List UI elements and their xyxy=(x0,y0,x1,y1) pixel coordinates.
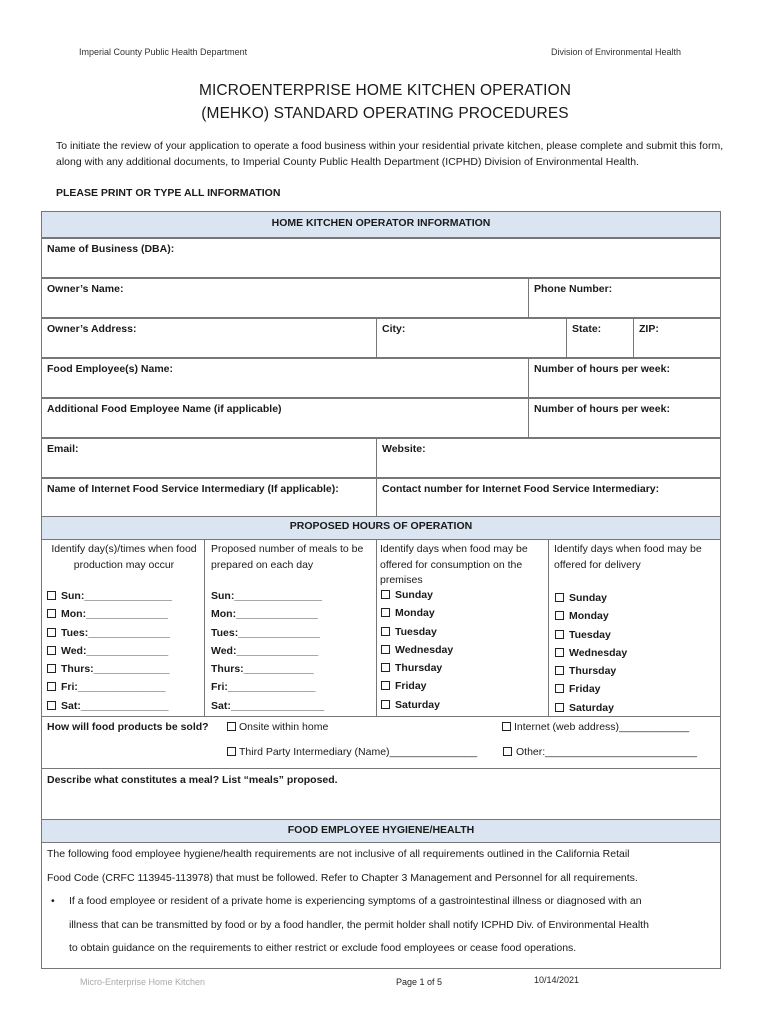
checkbox[interactable] xyxy=(555,611,564,620)
hygiene-heading: FOOD EMPLOYEE HYGIENE/HEALTH xyxy=(41,819,721,843)
checkbox[interactable] xyxy=(502,722,511,731)
col4-list xyxy=(555,589,627,717)
checkbox[interactable] xyxy=(47,682,56,691)
list-item[interactable]: Tuesday xyxy=(555,626,627,644)
col4-header: Identify days when food may be offered for delivery xyxy=(554,543,702,571)
checkbox[interactable] xyxy=(381,608,390,617)
title-line-2: (MEHKO) STANDARD OPERATING PROCEDURES xyxy=(201,105,569,122)
title-line-1: MICROENTERPRISE HOME KITCHEN OPERATION xyxy=(198,82,572,99)
list-item[interactable]: Wednesday xyxy=(555,644,627,662)
hygiene-bullet xyxy=(69,890,721,961)
hours-heading: PROPOSED HOURS OF OPERATION xyxy=(41,516,721,540)
header-left: Imperial County Public Health Department xyxy=(79,47,248,57)
business-name-field[interactable]: Name of Business (DBA): xyxy=(41,238,721,278)
hygiene-line-2: Food Code (CRFC 113945-113978) that must be followed. Refer to Chapter 3 Management and Personnel for all requirements. xyxy=(47,871,638,884)
list-item[interactable]: Monday xyxy=(381,604,453,622)
employee-name-field[interactable]: Food Employee(s) Name: xyxy=(41,358,529,398)
col3-header: Identify days when food may be offered for consumption on the premises xyxy=(380,543,528,586)
checkbox[interactable] xyxy=(555,593,564,602)
additional-employee-field[interactable]: Additional Food Employee Name (if applicable) xyxy=(41,398,529,438)
checkbox[interactable] xyxy=(227,722,236,731)
list-item[interactable]: Saturday xyxy=(381,696,453,714)
hygiene-text xyxy=(47,843,719,890)
col3-list xyxy=(381,586,453,714)
sold-question: How will food products be sold? xyxy=(47,721,209,733)
checkbox[interactable] xyxy=(381,590,390,599)
col1-list xyxy=(47,587,172,715)
checkbox[interactable] xyxy=(227,747,236,756)
checkbox[interactable] xyxy=(555,684,564,693)
list-item[interactable]: Sunday xyxy=(555,589,627,607)
list-item[interactable]: Sat:________________ xyxy=(211,699,325,712)
intro-text: To initiate the review of your application to operate a food business within your residential private kitchen, please complete and submit this form, along with any additional documents, to Imperial County Public Health Department (ICPHD) Division of Environmental Health. xyxy=(56,140,724,168)
checkbox[interactable] xyxy=(47,609,56,618)
list-item[interactable]: Wed:______________ xyxy=(47,642,172,660)
checkbox[interactable] xyxy=(555,630,564,639)
checkbox[interactable] xyxy=(47,628,56,637)
checkbox[interactable] xyxy=(47,664,56,673)
checkbox[interactable] xyxy=(381,681,390,690)
footer-left: Micro-Enterprise Home Kitchen xyxy=(80,977,206,987)
hygiene-bullet-line-3: to obtain guidance on the requirements to either restrict or exclude food employees or cease food operations. xyxy=(69,942,577,954)
list-item[interactable]: Mon:______________ xyxy=(211,608,318,621)
hours-per-week-field-1[interactable]: Number of hours per week: xyxy=(528,358,721,398)
intermediary-contact-field[interactable]: Contact number for Internet Food Service Intermediary: xyxy=(376,478,721,517)
checkbox[interactable] xyxy=(381,627,390,636)
col1-header: Identify day(s)/times when food production may occur xyxy=(51,543,197,571)
list-item[interactable]: Saturday xyxy=(555,699,627,717)
checkbox[interactable] xyxy=(555,666,564,675)
list-item[interactable]: Sun:_______________ xyxy=(47,587,172,605)
phone-field[interactable]: Phone Number: xyxy=(528,278,721,318)
hygiene-line-1: The following food employee hygiene/health requirements are not inclusive of all requirements outlined in the California Retail xyxy=(47,848,630,860)
checkbox[interactable] xyxy=(47,701,56,710)
state-field[interactable]: State: xyxy=(566,318,634,358)
list-item[interactable]: Fri:_______________ xyxy=(211,681,316,694)
checkbox[interactable] xyxy=(47,591,56,600)
sold-option-internet[interactable]: Internet (web address)____________ xyxy=(502,721,689,733)
list-item[interactable]: Tuesday xyxy=(381,623,453,641)
bullet-icon: • xyxy=(51,895,55,907)
hygiene-bullet-line-2: illness that can be transmitted by food or by a food handler, the permit holder shall notify ICPHD Div. of Environmental Health xyxy=(69,918,649,931)
sold-option-third-party[interactable]: Third Party Intermediary (Name)_______________ xyxy=(227,746,477,758)
list-item[interactable]: Sat:_______________ xyxy=(47,697,172,715)
list-item[interactable]: Tues:______________ xyxy=(211,626,320,639)
sold-option-other[interactable]: Other:__________________________ xyxy=(503,746,697,758)
intermediary-name-field[interactable]: Name of Internet Food Service Intermediary (If applicable): xyxy=(41,478,377,517)
list-item[interactable]: Monday xyxy=(555,607,627,625)
meal-description-field[interactable]: Describe what constitutes a meal? List “meals” proposed. xyxy=(41,768,721,820)
print-notice: PLEASE PRINT OR TYPE ALL INFORMATION xyxy=(56,187,281,199)
list-item[interactable]: Sun:_______________ xyxy=(211,590,322,602)
checkbox[interactable] xyxy=(503,747,512,756)
checkbox[interactable] xyxy=(381,700,390,709)
checkbox[interactable] xyxy=(555,648,564,657)
zip-field[interactable]: ZIP: xyxy=(633,318,721,358)
header-right: Division of Environmental Health xyxy=(551,47,682,57)
checkbox[interactable] xyxy=(381,663,390,672)
list-item[interactable]: Friday xyxy=(555,680,627,698)
list-item[interactable]: Wednesday xyxy=(381,641,453,659)
owner-address-field[interactable]: Owner’s Address: xyxy=(41,318,377,358)
list-item[interactable]: Thurs:____________ xyxy=(211,663,314,676)
checkbox[interactable] xyxy=(555,703,564,712)
list-item[interactable]: Thurs:_____________ xyxy=(47,660,172,678)
list-item[interactable]: Wed:______________ xyxy=(211,644,319,657)
owner-name-field[interactable]: Owner’s Name: xyxy=(41,278,529,318)
hygiene-bullet-line-1: If a food employee or resident of a private home is experiencing symptoms of a gastrointestinal illness or diagnosed with an xyxy=(69,895,642,907)
list-item[interactable]: Sunday xyxy=(381,586,453,604)
checkbox[interactable] xyxy=(381,645,390,654)
list-item[interactable]: Thursday xyxy=(381,659,453,677)
checkbox[interactable] xyxy=(47,646,56,655)
page-number: Page 1 of 5 xyxy=(396,977,443,987)
sold-option-onsite[interactable]: Onsite within home xyxy=(227,721,328,733)
email-field[interactable]: Email: xyxy=(41,438,377,478)
website-field[interactable]: Website: xyxy=(376,438,721,478)
hours-per-week-field-2[interactable]: Number of hours per week: xyxy=(528,398,721,438)
city-field[interactable]: City: xyxy=(376,318,567,358)
list-item[interactable]: Mon:______________ xyxy=(47,605,172,623)
col2-header: Proposed number of meals to be prepared on each day xyxy=(211,543,364,571)
footer-date: 10/14/2021 xyxy=(534,975,580,985)
list-item[interactable]: Fri:_______________ xyxy=(47,678,172,696)
operator-info-heading: HOME KITCHEN OPERATOR INFORMATION xyxy=(41,211,721,238)
list-item[interactable]: Tues:______________ xyxy=(47,624,172,642)
col2-list xyxy=(211,587,324,715)
list-item[interactable]: Friday xyxy=(381,677,453,695)
list-item[interactable]: Thursday xyxy=(555,662,627,680)
